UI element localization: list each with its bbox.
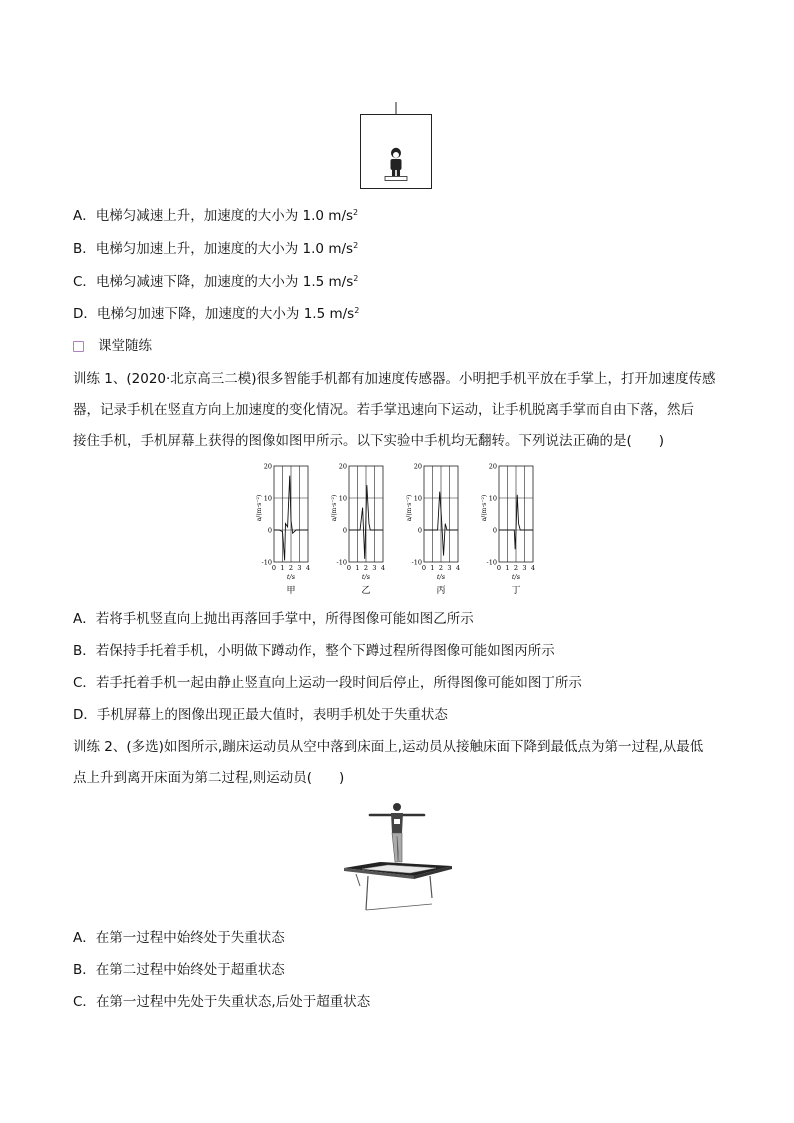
y-tick-label: -10: [411, 558, 422, 567]
y-tick-label: 20: [488, 462, 497, 471]
x-tick-label: 2: [363, 564, 369, 572]
y-tick-label: 0: [417, 526, 422, 535]
y-tick-label: -10: [336, 558, 347, 567]
x-tick-label: 2: [513, 564, 519, 572]
option-label: C．: [73, 274, 96, 290]
y-axis-label: a/(m·s⁻²): [331, 494, 338, 522]
option-text: 手机屏幕上的图像出现正最大值时，表明手机处于失重状态: [96, 707, 448, 723]
x-axis-label: t/s: [286, 573, 296, 581]
y-tick-label: 0: [492, 526, 497, 535]
y-tick-label: 10: [338, 494, 347, 503]
option-text: 若保持手托着手机，小明做下蹲动作，整个下蹲过程所得图像可能如图丙所示: [95, 643, 555, 659]
chart-name-label: 丙: [436, 586, 446, 596]
x-tick-label: 0: [271, 564, 277, 572]
elevator-figure: [358, 102, 434, 190]
x-axis-label: t/s: [361, 573, 371, 581]
q2-stem-line-2: 点上升到离开床面为第二过程,则运动员( ): [73, 770, 345, 786]
option-label: B．: [73, 241, 96, 257]
q0-option-d: [73, 304, 359, 324]
acceleration-charts: [248, 460, 548, 600]
q0-option-c: [73, 272, 358, 292]
x-tick-label: 2: [438, 564, 444, 572]
option-text: 若将手机竖直向上抛出再落回手掌中，所得图像可能如图乙所示: [95, 611, 474, 627]
x-tick-label: 3: [522, 564, 527, 572]
y-tick-label: -10: [261, 558, 272, 567]
x-tick-label: 3: [297, 564, 302, 572]
x-tick-label: 2: [288, 564, 294, 572]
q1-stem-line-1: 训练 1、(2020·北京高三二模)很多智能手机都有加速度传感器。小明把手机平放在手掌上，打开加速度传感: [73, 371, 716, 387]
y-tick-label: 0: [342, 526, 347, 535]
q2-option-b: [73, 960, 285, 980]
unit-exponent: 2: [353, 274, 359, 283]
option-text: 电梯匀加速上升，加速度的大小为 1.0 m/s: [95, 241, 354, 257]
section-heading: [73, 336, 152, 356]
chart-name-label: 甲: [286, 586, 296, 596]
q0-option-b: [73, 239, 358, 259]
x-tick-label: 0: [421, 564, 427, 572]
y-tick-label: 20: [338, 462, 347, 471]
unit-exponent: 2: [354, 306, 360, 315]
x-tick-label: 0: [496, 564, 502, 572]
q2-stem-line-1: 训练 2、(多选)如图所示,蹦床运动员从空中落到床面上,运动员从接触床面下降到最低点为第一过程,从最低: [73, 739, 704, 755]
x-tick-label: 4: [305, 564, 311, 572]
option-label: B．: [73, 643, 96, 659]
q0-option-a: [73, 206, 358, 226]
x-tick-label: 3: [372, 564, 377, 572]
q1-stem-line-3: 接住手机，手机屏幕上获得的图像如图甲所示。以下实验中手机均无翻转。下列说法正确的是( ): [73, 433, 665, 449]
section-title: 课堂随练: [98, 338, 152, 354]
y-tick-label: 10: [263, 494, 272, 503]
y-tick-label: 0: [267, 526, 272, 535]
q1-option-a: [73, 609, 474, 629]
option-text: 在第二过程中始终处于超重状态: [95, 962, 285, 978]
y-axis-label: a/(m·s⁻²): [256, 494, 263, 522]
option-label: C．: [73, 675, 96, 691]
chart-name-label: 丁: [511, 586, 521, 596]
option-text: 在第一过程中始终处于失重状态: [95, 930, 285, 946]
q1-option-b: [73, 641, 555, 661]
y-tick-label: 20: [413, 462, 422, 471]
option-label: A．: [73, 611, 96, 627]
option-label: A．: [73, 208, 96, 224]
x-axis-label: t/s: [436, 573, 446, 581]
option-label: D．: [73, 306, 97, 322]
x-tick-label: 3: [447, 564, 452, 572]
x-tick-label: 0: [346, 564, 352, 572]
option-label: A．: [73, 930, 96, 946]
q1-stem-line-2: 器，记录手机在竖直方向上加速度的变化情况。若手掌迅速向下运动，让手机脱离手掌而自由下落，然后: [73, 402, 694, 418]
unit-exponent: 2: [353, 241, 359, 250]
trampoline-figure: [340, 800, 456, 912]
option-text: 电梯匀加速下降，加速度的大小为 1.5 m/s: [96, 306, 355, 322]
q2-option-a: [73, 928, 285, 948]
x-axis-label: t/s: [511, 573, 521, 581]
option-text: 电梯匀减速上升，加速度的大小为 1.0 m/s: [95, 208, 354, 224]
x-tick-label: 1: [280, 564, 285, 572]
y-tick-label: 20: [263, 462, 272, 471]
y-tick-label: 10: [413, 494, 422, 503]
x-tick-label: 4: [455, 564, 461, 572]
option-text: 在第一过程中先处于失重状态,后处于超重状态: [95, 994, 371, 1010]
y-tick-label: -10: [486, 558, 497, 567]
chart-name-label: 乙: [361, 586, 371, 596]
x-tick-label: 1: [430, 564, 435, 572]
q1-option-c: [73, 673, 582, 693]
y-axis-label: a/(m·s⁻²): [406, 494, 413, 522]
unit-exponent: 2: [353, 208, 359, 217]
x-tick-label: 1: [505, 564, 510, 572]
x-tick-label: 4: [380, 564, 386, 572]
q1-option-d: [73, 705, 448, 725]
q2-option-c: [73, 992, 370, 1012]
y-tick-label: 10: [488, 494, 497, 503]
x-tick-label: 4: [530, 564, 536, 572]
option-label: B．: [73, 962, 96, 978]
option-label: D．: [73, 707, 97, 723]
x-tick-label: 1: [355, 564, 360, 572]
option-text: 电梯匀减速下降，加速度的大小为 1.5 m/s: [95, 274, 354, 290]
option-label: C．: [73, 994, 96, 1010]
option-text: 若手托着手机一起由静止竖直向上运动一段时间后停止，所得图像可能如图丁所示: [95, 675, 582, 691]
checkbox-icon: [73, 341, 84, 352]
y-axis-label: a/(m·s⁻²): [481, 494, 488, 522]
